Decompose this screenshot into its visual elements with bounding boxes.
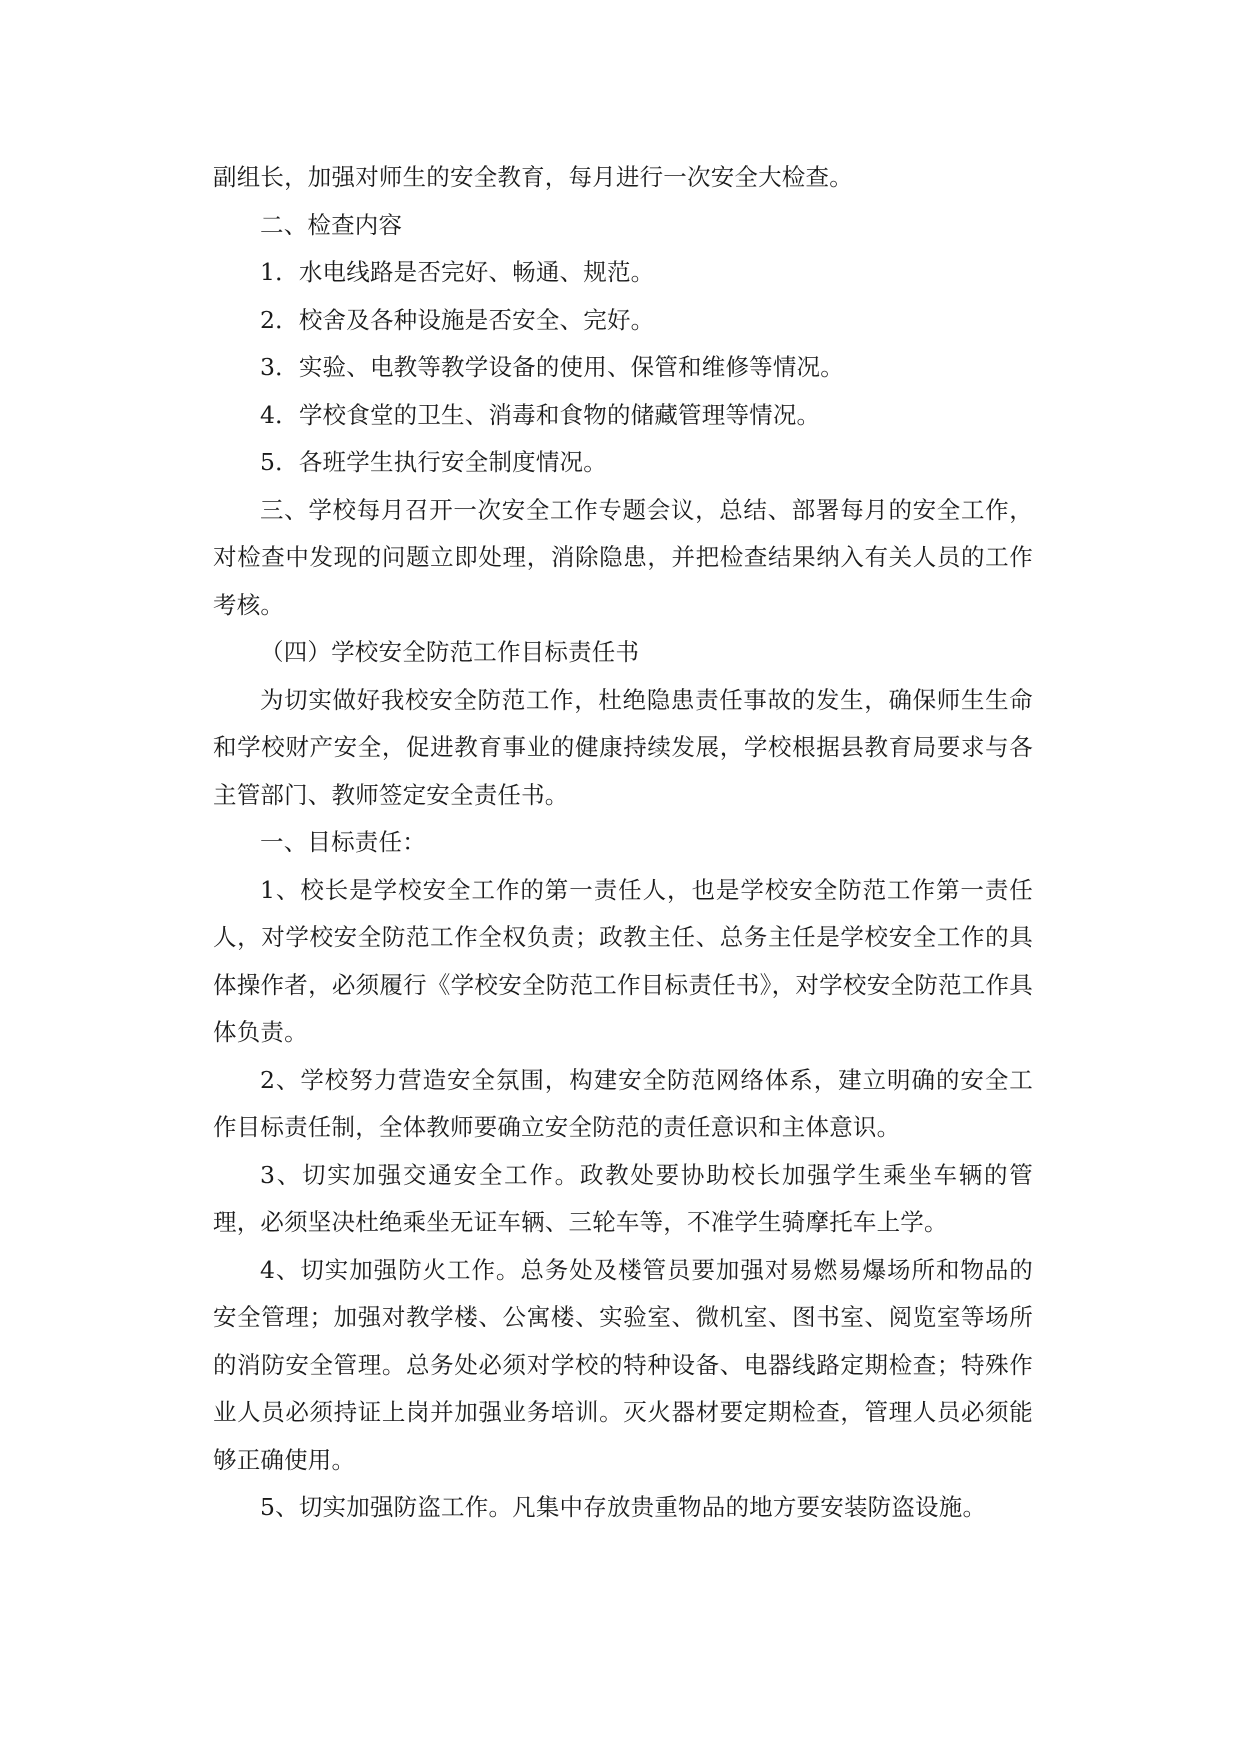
list-item: 5、切实加强防盗工作。凡集中存放贵重物品的地方要安装防盗设施。 bbox=[260, 1493, 987, 1521]
paragraph: 副组长，加强对师生的安全教育，每月进行一次安全大检查。 bbox=[213, 163, 853, 191]
list-item: 5．各班学生执行安全制度情况。 bbox=[260, 448, 607, 476]
list-item: 4．学校食堂的卫生、消毒和食物的储藏管理等情况。 bbox=[260, 400, 821, 429]
paragraph: 为切实做好我校安全防范工作，杜绝隐患责任事故的发生，确保师生生命和学校财产安全，促进教育事业的健康持续发展，学校根据县教育局要求与各主管部门、教师签定安全责任书。 bbox=[213, 685, 1033, 809]
section-heading: （四）学校安全防范工作目标责任书 bbox=[260, 638, 640, 666]
section-heading: 二、检查内容 bbox=[260, 210, 403, 239]
section-heading: 一、目标责任： bbox=[260, 828, 426, 856]
list-item: 3．实验、电教等教学设备的使用、保管和维修等情况。 bbox=[260, 353, 844, 381]
list-item: 4、切实加强防火工作。总务处及楼管员要加强对易燃易爆场所和物品的安全管理；加强对教学楼、公寓楼、实验室、微机室、图书室、阅览室等场所的消防安全管理。总务处必须对学校的特种设备、电器线路定期检查；特殊作业人员必须持证上岗并加强业务培训。灭火器材要定期检查，管理人员必须能够正确使用。 bbox=[213, 1255, 1033, 1474]
list-item: 2．校舍及各种设施是否安全、完好。 bbox=[260, 305, 655, 334]
list-item: 3、切实加强交通安全工作。政教处要协助校长加强学生乘坐车辆的管理，必须坚决杜绝乘坐无证车辆、三轮车等，不准学生骑摩托车上学。 bbox=[213, 1160, 1033, 1236]
list-item: 2、学校努力营造安全氛围，构建安全防范网络体系，建立明确的安全工作目标责任制，全体教师要确立安全防范的责任意识和主体意识。 bbox=[213, 1065, 1033, 1141]
document-body bbox=[213, 154, 1033, 1532]
list-item: 1、校长是学校安全工作的第一责任人，也是学校安全防范工作第一责任人，对学校安全防范工作全权负责；政教主任、总务主任是学校安全工作的具体操作者，必须履行《学校安全防范工作目标责任书》，对学校安全防范工作具体负责。 bbox=[213, 875, 1033, 1046]
paragraph: 三、学校每月召开一次安全工作专题会议，总结、部署每月的安全工作，对检查中发现的问题立即处理，消除隐患，并把检查结果纳入有关人员的工作考核。 bbox=[213, 495, 1033, 619]
list-item: 1．水电线路是否完好、畅通、规范。 bbox=[260, 258, 655, 286]
